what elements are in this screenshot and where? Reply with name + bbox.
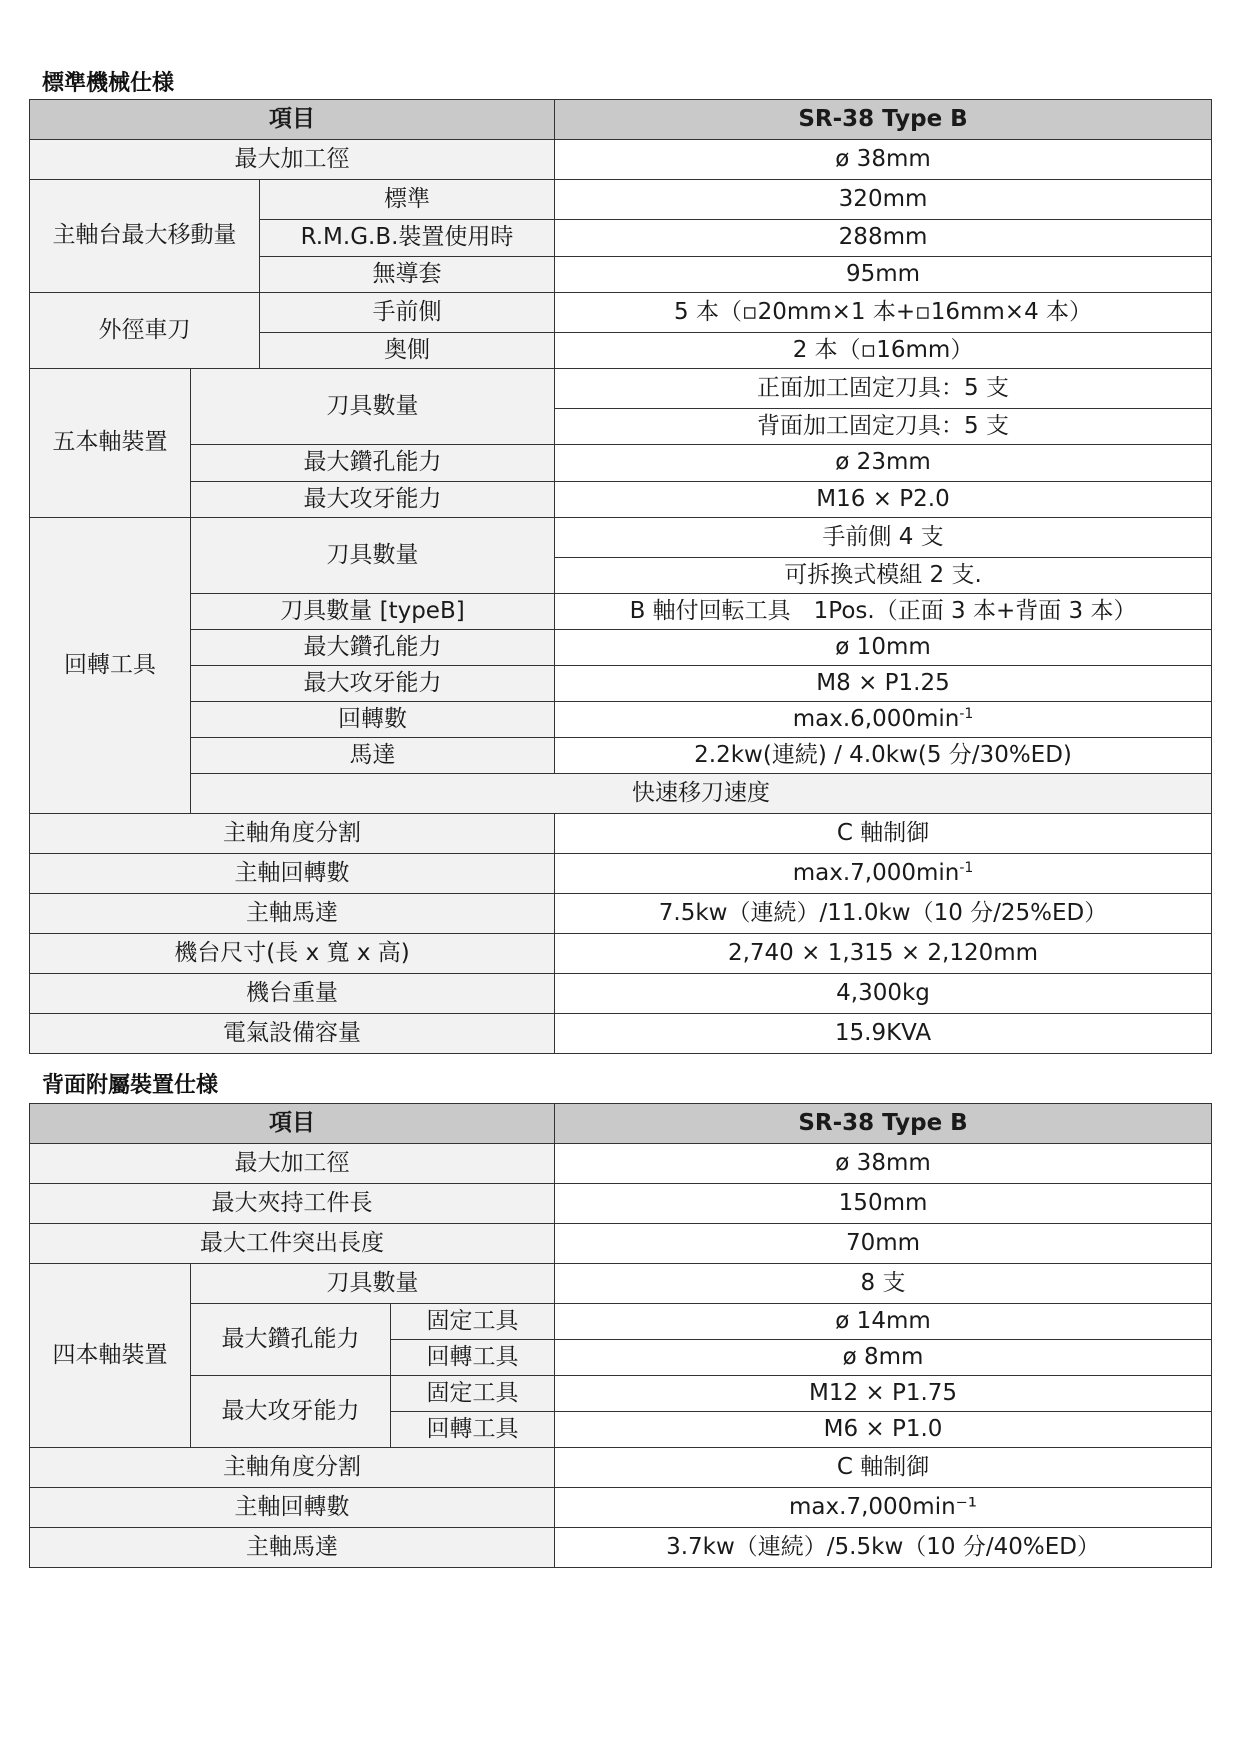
row-label: 刀具數量 (191, 518, 555, 594)
group-label: 回轉工具 (30, 518, 191, 814)
row-value: 288mm (555, 220, 1212, 257)
row-value: 320mm (555, 180, 1212, 220)
sub-label: 回轉工具 (391, 1340, 555, 1376)
row-value: C 軸制御 (555, 1448, 1212, 1488)
table-row (30, 1184, 1212, 1224)
row-value: 可拆換式模組 2 支. (555, 558, 1212, 594)
row-label: 主軸角度分割 (30, 814, 555, 854)
row-value: M8 × P1.25 (555, 666, 1212, 702)
row-label: 主軸馬達 (30, 894, 555, 934)
row-value: M16 × P2.0 (555, 482, 1212, 518)
row-value (555, 854, 1212, 894)
row-label: 手前側 (260, 293, 555, 333)
row-label: 機台重量 (30, 974, 555, 1014)
row-label: 最大加工徑 (30, 140, 555, 180)
table-row (30, 1224, 1212, 1264)
table-row (30, 518, 1212, 558)
row-label: R.M.G.B.裝置使用時 (260, 220, 555, 257)
row-value: 3.7kw（連続）/5.5kw（10 分/40%ED） (555, 1528, 1212, 1568)
header-model: SR-38 Type B (555, 1104, 1212, 1144)
header-model: SR-38 Type B (555, 100, 1212, 140)
row-label: 最大工件突出長度 (30, 1224, 555, 1264)
sub-label: 固定工具 (391, 1376, 555, 1412)
row-label: 馬達 (191, 738, 555, 774)
sub-label: 回轉工具 (391, 1412, 555, 1448)
row-value: 2 本（▫16mm） (555, 333, 1212, 369)
row-label: 刀具數量 [typeB] (191, 594, 555, 630)
row-label: 無導套 (260, 257, 555, 293)
row-label: 刀具數量 (191, 369, 555, 445)
table-row (30, 1264, 1212, 1304)
header-item: 項目 (30, 100, 555, 140)
row-label: 刀具數量 (191, 1264, 555, 1304)
table-row (30, 934, 1212, 974)
table-row (30, 482, 1212, 518)
table-row (30, 738, 1212, 774)
row-value: M6 × P1.0 (555, 1412, 1212, 1448)
table-row (30, 1376, 1212, 1412)
row-label: 機台尺寸(長 x 寬 x 高) (30, 934, 555, 974)
row-value: 背面加工固定刀具：5 支 (555, 409, 1212, 445)
value-superscript: -1 (959, 705, 974, 722)
row-label: 快速移刀速度 (191, 774, 1212, 814)
row-value: 4,300kg (555, 974, 1212, 1014)
table-row (30, 666, 1212, 702)
row-value: 95mm (555, 257, 1212, 293)
table-header-row (30, 1104, 1212, 1144)
row-value: 2.2kw(連続) / 4.0kw(5 分/30%ED) (555, 738, 1212, 774)
row-label: 最大夾持工件長 (30, 1184, 555, 1224)
row-value: 150mm (555, 1184, 1212, 1224)
row-value: 8 支 (555, 1264, 1212, 1304)
row-label: 電氣設備容量 (30, 1014, 555, 1054)
row-value: ø 10mm (555, 630, 1212, 666)
group-label: 外徑車刀 (30, 293, 260, 369)
row-label: 標準 (260, 180, 555, 220)
row-label: 最大攻牙能力 (191, 666, 555, 702)
row-value: 手前側 4 支 (555, 518, 1212, 558)
table-row (30, 814, 1212, 854)
table-row (30, 180, 1212, 220)
table-row (30, 894, 1212, 934)
row-label: 主軸馬達 (30, 1528, 555, 1568)
table-row (30, 1144, 1212, 1184)
row-value: 5 本（▫20mm×1 本+▫16mm×4 本） (555, 293, 1212, 333)
row-label: 回轉數 (191, 702, 555, 738)
row-label: 奥側 (260, 333, 555, 369)
group-label: 四本軸裝置 (30, 1264, 191, 1448)
standard-spec-table (29, 99, 1212, 1054)
row-value (555, 702, 1212, 738)
row-label: 主軸角度分割 (30, 1448, 555, 1488)
standard-spec-title: 標準機械仕様 (42, 71, 175, 96)
row-label: 主軸回轉數 (30, 854, 555, 894)
row-value: 15.9KVA (555, 1014, 1212, 1054)
table-row (30, 702, 1212, 738)
table-row (30, 1528, 1212, 1568)
table-row (30, 1448, 1212, 1488)
row-value: ø 23mm (555, 445, 1212, 482)
value-text: max.6,000min (792, 705, 960, 732)
group-label: 主軸台最大移動量 (30, 180, 260, 293)
table-row (30, 854, 1212, 894)
table-row (30, 1014, 1212, 1054)
row-value: 70mm (555, 1224, 1212, 1264)
row-label: 主軸回轉數 (30, 1488, 555, 1528)
table-row (30, 1488, 1212, 1528)
row-label: 最大鑽孔能力 (191, 1304, 391, 1376)
row-value: max.7,000min⁻¹ (555, 1488, 1212, 1528)
value-superscript: -1 (959, 859, 974, 876)
table-header-row (30, 100, 1212, 140)
row-label: 最大攻牙能力 (191, 1376, 391, 1448)
table-row (30, 974, 1212, 1014)
sub-label: 固定工具 (391, 1304, 555, 1340)
header-item: 項目 (30, 1104, 555, 1144)
table-row (30, 293, 1212, 333)
row-label: 最大攻牙能力 (191, 482, 555, 518)
row-value: ø 8mm (555, 1340, 1212, 1376)
table-row (30, 594, 1212, 630)
row-value: C 軸制御 (555, 814, 1212, 854)
table-row (30, 140, 1212, 180)
row-value: ø 38mm (555, 140, 1212, 180)
row-value: ø 14mm (555, 1304, 1212, 1340)
table-row (30, 445, 1212, 482)
row-value: 7.5kw（連続）/11.0kw（10 分/25%ED） (555, 894, 1212, 934)
row-value: M12 × P1.75 (555, 1376, 1212, 1412)
group-label: 五本軸裝置 (30, 369, 191, 518)
table-row (30, 630, 1212, 666)
back-spec-table (29, 1103, 1212, 1568)
row-label: 最大鑽孔能力 (191, 630, 555, 666)
row-value: 正面加工固定刀具：5 支 (555, 369, 1212, 409)
row-value: B 軸付回転工具 1Pos.（正面 3 本+背面 3 本） (555, 594, 1212, 630)
table-row (30, 774, 1212, 814)
back-spec-title: 背面附屬裝置仕様 (42, 1073, 219, 1098)
table-row (30, 369, 1212, 409)
row-value: 2,740 × 1,315 × 2,120mm (555, 934, 1212, 974)
table-row (30, 1304, 1212, 1340)
row-value: ø 38mm (555, 1144, 1212, 1184)
row-label: 最大鑽孔能力 (191, 445, 555, 482)
row-label: 最大加工徑 (30, 1144, 555, 1184)
value-text: max.7,000min (792, 859, 960, 886)
